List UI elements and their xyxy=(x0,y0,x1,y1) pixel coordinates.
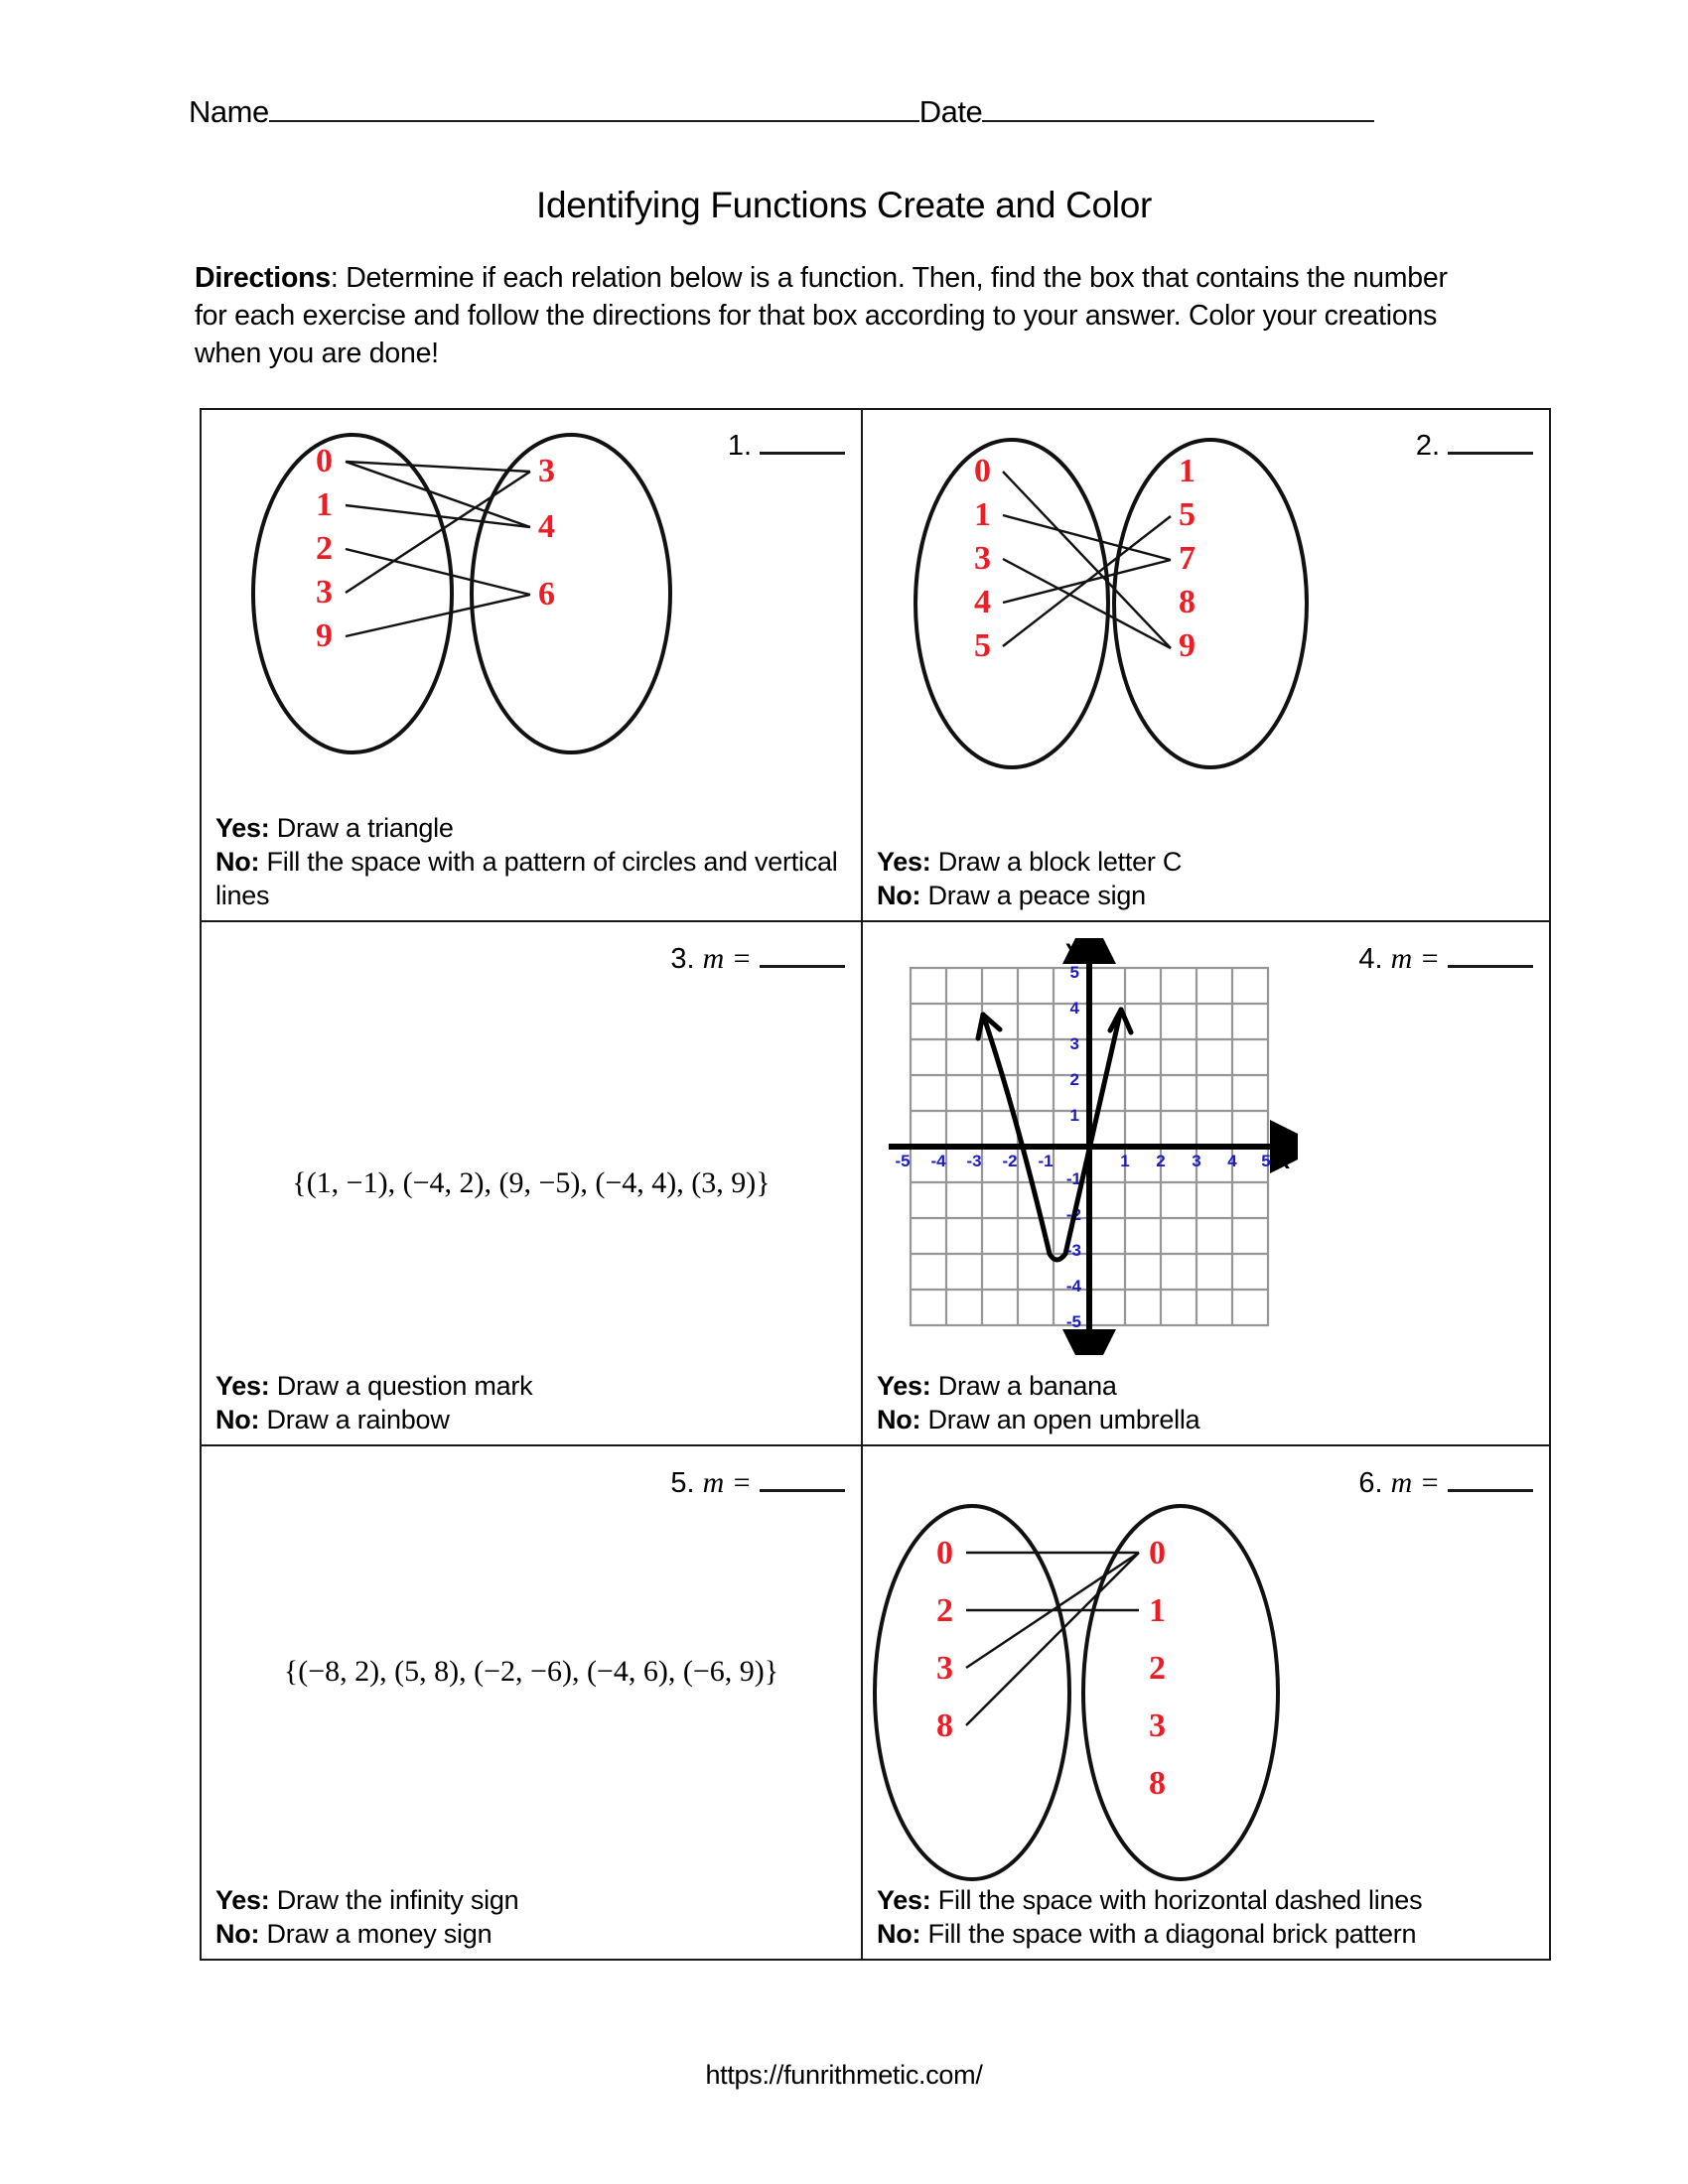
svg-text:3: 3 xyxy=(1192,1152,1201,1170)
svg-text:-4: -4 xyxy=(930,1152,946,1170)
exercise-number-1-text: 1. xyxy=(727,430,752,462)
exercise-box-5 xyxy=(202,1446,863,1959)
svg-text:0: 0 xyxy=(974,453,991,489)
svg-text:-5: -5 xyxy=(895,1152,911,1170)
exercise-number-2 xyxy=(1416,430,1533,463)
svg-text:5: 5 xyxy=(1069,963,1079,982)
svg-text:1: 1 xyxy=(974,496,991,533)
svg-text:3: 3 xyxy=(538,453,555,489)
no-text-1: Fill the space with a pattern of circles and vertical lines xyxy=(215,846,838,910)
no-rule-2 xyxy=(877,879,1539,912)
ordered-pairs-5: {(−8, 2), (5, 8), (−2, −6), (−4, 6), (−6, 9)} xyxy=(283,1655,779,1689)
no-text-4: Draw an open umbrella xyxy=(920,1404,1200,1434)
svg-text:-1: -1 xyxy=(1038,1152,1054,1170)
yes-text-5: Draw the infinity sign xyxy=(269,1884,519,1915)
parabola-curve xyxy=(983,1010,1121,1260)
no-label-4: No: xyxy=(877,1404,921,1434)
svg-text:3: 3 xyxy=(316,574,333,611)
answer-blank-2[interactable] xyxy=(1448,432,1533,455)
yes-rule-2 xyxy=(877,845,1539,879)
answer-blank-4[interactable] xyxy=(1448,945,1533,968)
svg-text:3: 3 xyxy=(1149,1707,1166,1744)
svg-text:8: 8 xyxy=(1179,584,1196,620)
no-label-5: No: xyxy=(215,1918,260,1949)
no-text-3: Draw a rainbow xyxy=(259,1404,450,1434)
svg-text:1: 1 xyxy=(1120,1152,1130,1170)
ordered-pairs-3: {(1, −1), (−4, 2), (9, −5), (−4, 4), (3, 9)} xyxy=(292,1166,771,1199)
yes-label-1: Yes: xyxy=(215,812,270,843)
yes-label-6: Yes: xyxy=(877,1884,931,1915)
exercise-number-6-text: 6. xyxy=(1358,1467,1383,1499)
svg-text:5: 5 xyxy=(1179,496,1196,533)
svg-text:2: 2 xyxy=(1149,1650,1166,1687)
slope-symbol-3: m = xyxy=(702,942,752,975)
directions-label: Directions xyxy=(195,262,331,294)
date-blank-line[interactable] xyxy=(982,98,1374,122)
yes-rule-6 xyxy=(877,1883,1539,1917)
svg-text:-3: -3 xyxy=(966,1152,982,1170)
answer-rules-2 xyxy=(877,845,1539,912)
name-label: Name xyxy=(189,94,269,129)
answer-rules-5 xyxy=(215,1883,851,1951)
no-text-5: Draw a money sign xyxy=(259,1918,492,1949)
answer-rules-3 xyxy=(215,1369,851,1436)
footer-url[interactable]: https://funrithmetic.com/ xyxy=(705,2060,983,2090)
yes-text-1: Draw a triangle xyxy=(269,812,454,843)
svg-text:0: 0 xyxy=(316,443,333,479)
exercise-box-6 xyxy=(863,1446,1549,1959)
answer-rules-6 xyxy=(877,1883,1539,1951)
exercise-number-3-text: 3. xyxy=(670,943,695,975)
no-rule-3 xyxy=(215,1403,851,1436)
yes-rule-1 xyxy=(215,811,851,845)
svg-text:1: 1 xyxy=(1069,1106,1079,1125)
svg-text:9: 9 xyxy=(316,617,333,654)
slope-symbol-6: m = xyxy=(1390,1466,1440,1499)
yes-rule-4 xyxy=(877,1369,1539,1403)
svg-text:3: 3 xyxy=(936,1650,953,1687)
exercise-number-3 xyxy=(670,942,845,976)
exercise-number-5-text: 5. xyxy=(670,1467,695,1499)
svg-text:2: 2 xyxy=(1156,1152,1166,1170)
no-rule-6 xyxy=(877,1917,1539,1951)
no-label-6: No: xyxy=(877,1918,921,1949)
answer-blank-3[interactable] xyxy=(760,945,845,968)
no-text-2: Draw a peace sign xyxy=(920,880,1146,910)
no-rule-4 xyxy=(877,1403,1539,1436)
answer-blank-6[interactable] xyxy=(1448,1469,1533,1492)
y-axis-label: Y xyxy=(1065,939,1082,966)
yes-text-6: Fill the space with horizontal dashed lines xyxy=(930,1884,1423,1915)
answer-rules-1 xyxy=(215,811,851,912)
exercise-number-4-text: 4. xyxy=(1358,943,1383,975)
answer-blank-1[interactable] xyxy=(760,432,845,455)
svg-text:4: 4 xyxy=(538,508,555,545)
svg-text:4: 4 xyxy=(1227,1152,1237,1170)
svg-text:-5: -5 xyxy=(1065,1312,1081,1331)
svg-text:1: 1 xyxy=(1149,1592,1166,1629)
svg-text:-3: -3 xyxy=(1065,1241,1081,1260)
no-text-6: Fill the space with a diagonal brick pattern xyxy=(920,1918,1417,1949)
svg-text:7: 7 xyxy=(1179,540,1196,577)
yes-label-5: Yes: xyxy=(215,1884,270,1915)
svg-text:0: 0 xyxy=(936,1535,953,1571)
answer-blank-5[interactable] xyxy=(760,1469,845,1492)
svg-text:1: 1 xyxy=(316,486,333,523)
yes-label-4: Yes: xyxy=(877,1370,931,1401)
svg-text:8: 8 xyxy=(1149,1765,1166,1802)
svg-text:-4: -4 xyxy=(1065,1277,1081,1296)
exercise-box-2 xyxy=(863,410,1549,922)
mapping-diagram-6 xyxy=(863,1494,1549,1901)
answer-rules-4 xyxy=(877,1369,1539,1436)
exercise-number-5 xyxy=(670,1466,845,1500)
date-label: Date xyxy=(918,94,983,129)
directions-text: : Determine if each relation below is a function. Then, find the box that contains the number for each exercise and follow the directions for that box according to your answer. Color your creations when you are done! xyxy=(195,262,1448,369)
yes-rule-3 xyxy=(215,1369,851,1403)
exercise-box-1 xyxy=(202,410,863,922)
directions-paragraph xyxy=(195,260,1476,373)
exercise-number-4 xyxy=(1358,942,1533,976)
svg-text:2: 2 xyxy=(1069,1070,1079,1089)
yes-rule-5 xyxy=(215,1883,851,1917)
svg-text:3: 3 xyxy=(974,540,991,577)
svg-text:-2: -2 xyxy=(1002,1152,1018,1170)
svg-text:8: 8 xyxy=(936,1707,953,1744)
svg-text:2: 2 xyxy=(936,1592,953,1629)
exercise-grid xyxy=(200,408,1551,1961)
svg-text:9: 9 xyxy=(1179,627,1196,664)
yes-text-4: Draw a banana xyxy=(930,1370,1117,1401)
no-label-1: No: xyxy=(215,846,260,877)
coordinate-graph-4 xyxy=(881,938,1298,1355)
exercise-number-2-text: 2. xyxy=(1415,430,1440,462)
mapping-diagram-1 xyxy=(202,410,863,767)
name-date-header xyxy=(189,94,1499,130)
svg-text:3: 3 xyxy=(1069,1034,1079,1053)
svg-text:5: 5 xyxy=(1261,1152,1271,1170)
yes-text-3: Draw a question mark xyxy=(269,1370,533,1401)
no-label-2: No: xyxy=(877,880,921,910)
svg-text:1: 1 xyxy=(1179,453,1196,489)
x-axis-label: X xyxy=(1274,1148,1291,1174)
slope-symbol-4: m = xyxy=(1390,942,1440,975)
svg-text:0: 0 xyxy=(1149,1535,1166,1571)
svg-text:-2: -2 xyxy=(1065,1205,1081,1224)
svg-text:6: 6 xyxy=(538,576,555,613)
page-title: Identifying Functions Create and Color xyxy=(535,185,1152,225)
exercise-box-3 xyxy=(202,922,863,1446)
yes-text-2: Draw a block letter C xyxy=(930,846,1183,877)
svg-text:-1: -1 xyxy=(1065,1169,1081,1188)
exercise-number-1 xyxy=(728,430,845,463)
name-blank-line[interactable] xyxy=(269,98,919,122)
svg-text:5: 5 xyxy=(974,627,991,664)
yes-label-2: Yes: xyxy=(877,846,931,877)
no-label-3: No: xyxy=(215,1404,260,1434)
no-rule-1 xyxy=(215,845,851,912)
yes-label-3: Yes: xyxy=(215,1370,270,1401)
svg-text:4: 4 xyxy=(1069,999,1079,1018)
no-rule-5 xyxy=(215,1917,851,1951)
exercise-box-4 xyxy=(863,922,1549,1446)
slope-symbol-5: m = xyxy=(702,1466,752,1499)
svg-text:2: 2 xyxy=(316,530,333,567)
mapping-diagram-2 xyxy=(863,410,1549,787)
svg-text:4: 4 xyxy=(974,584,991,620)
